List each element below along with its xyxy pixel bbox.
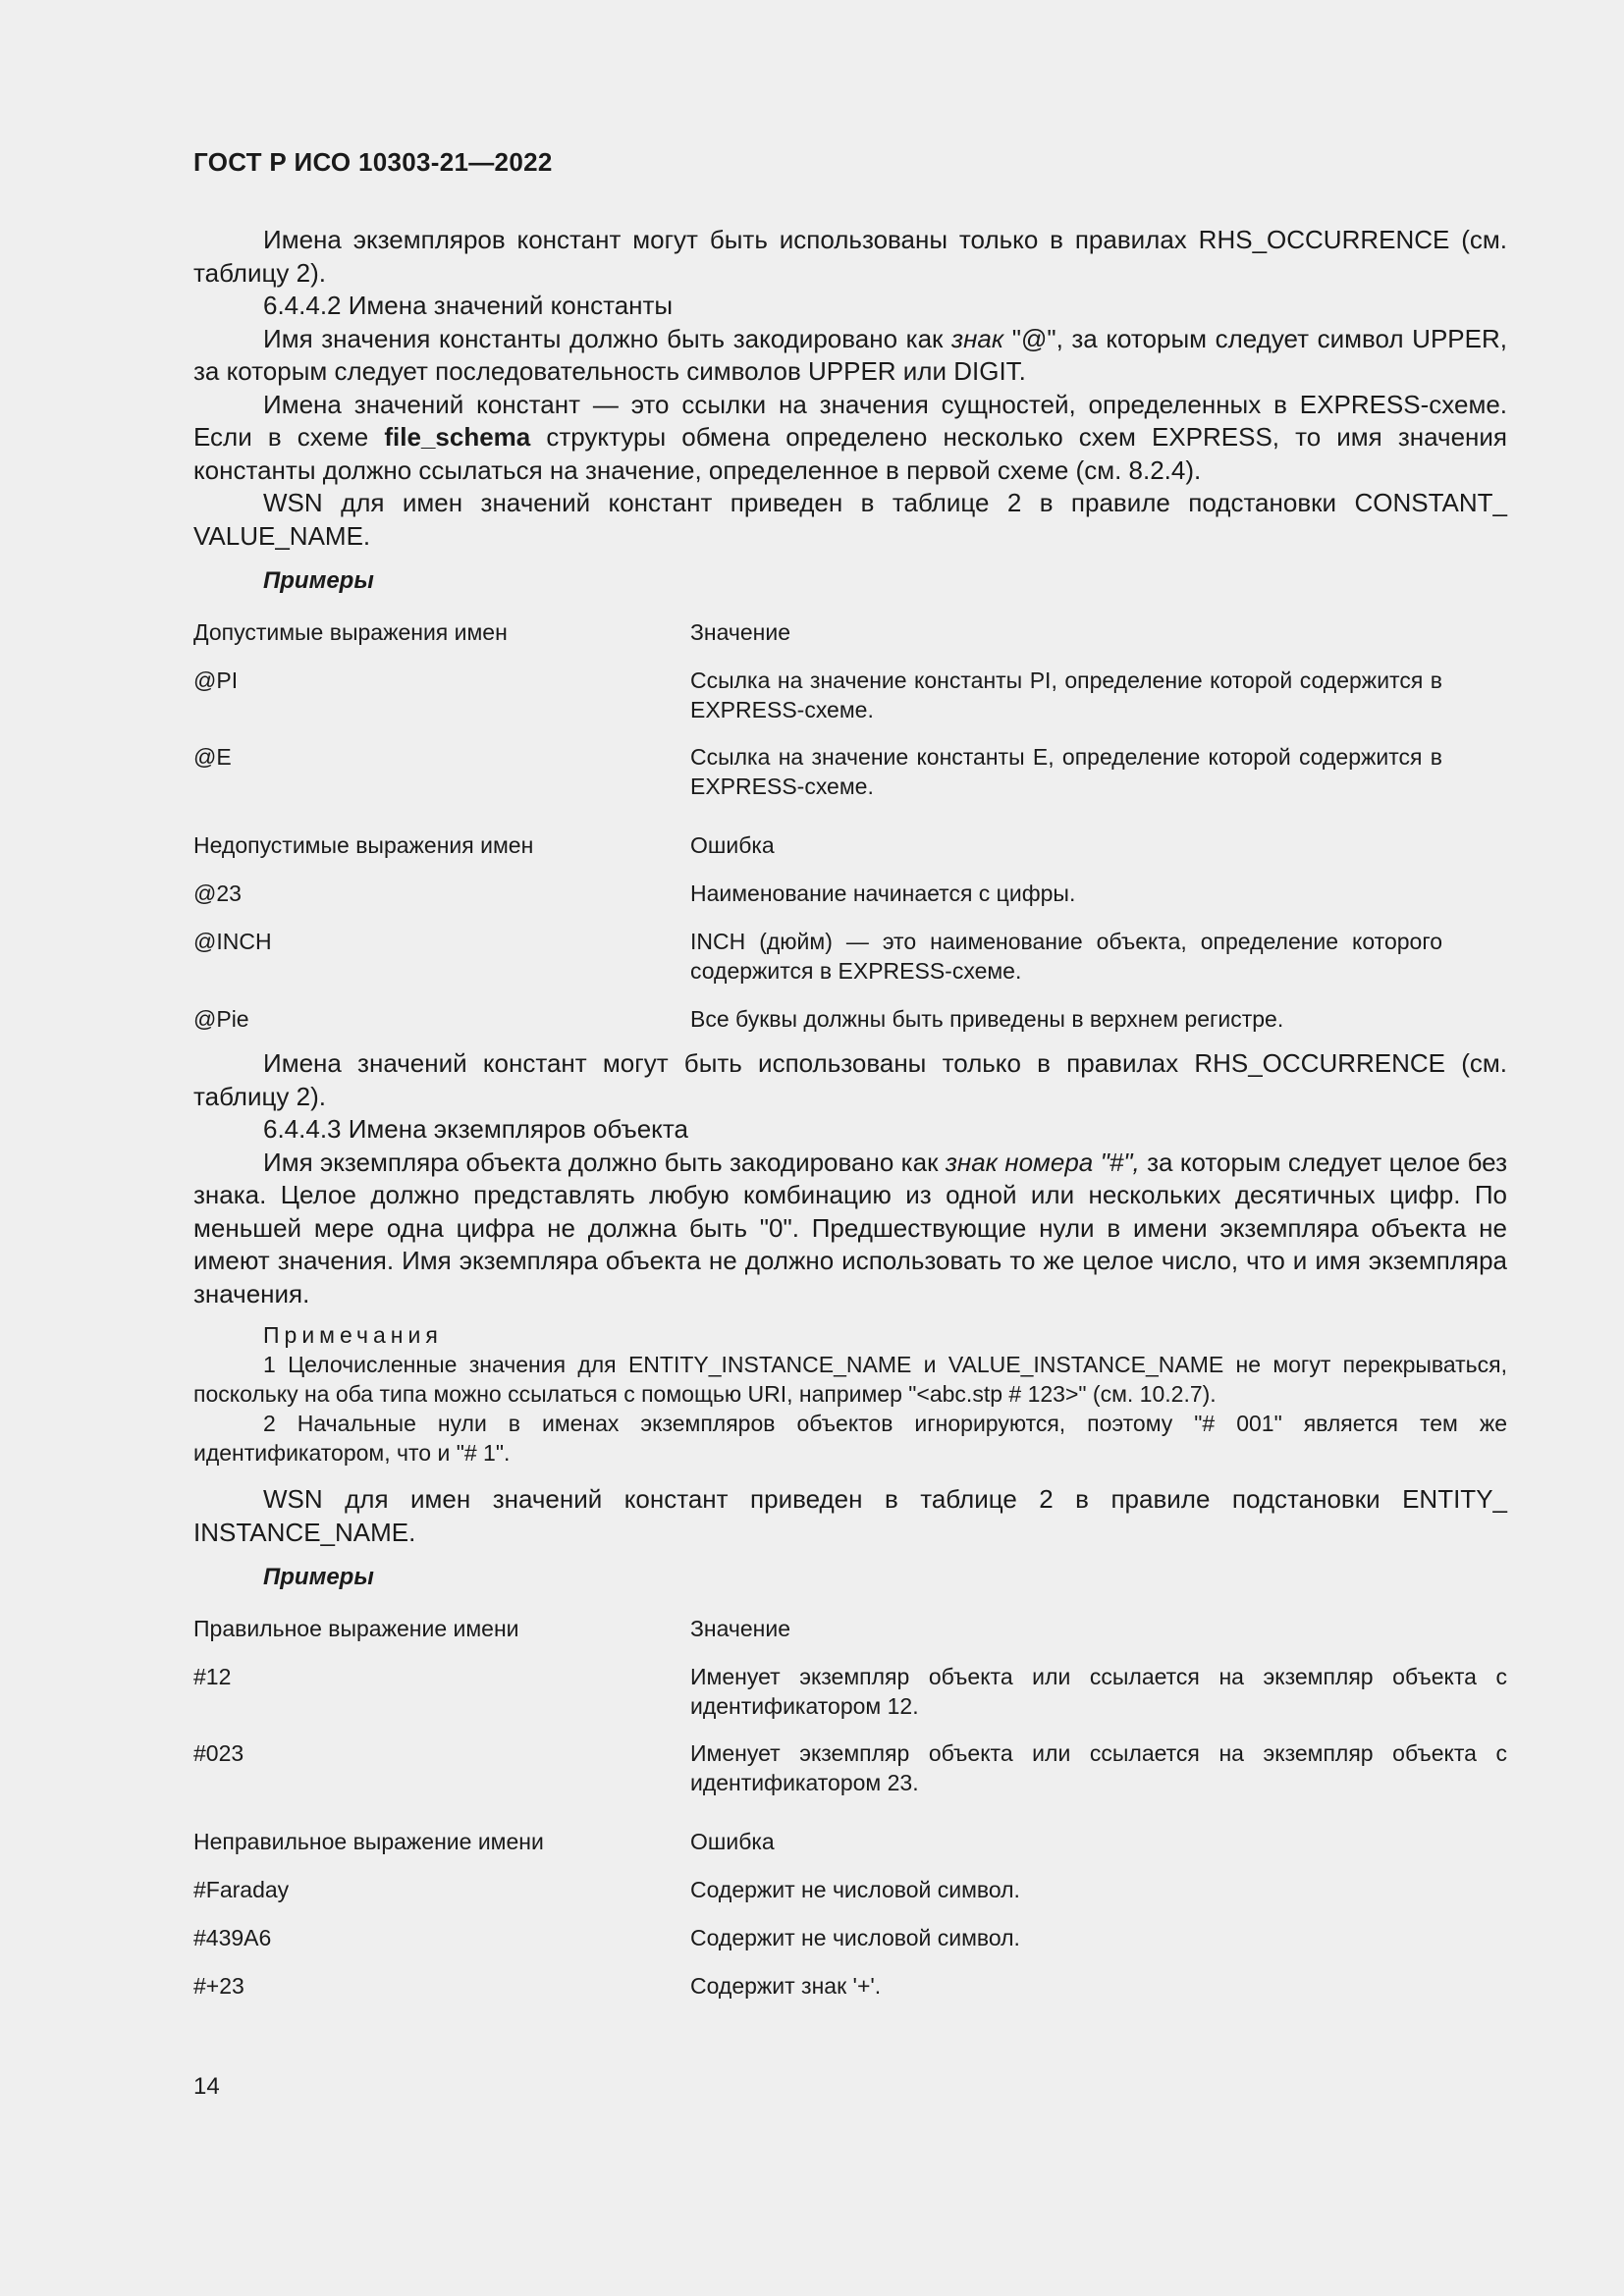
table-header-cell: Допустимые выражения имен — [193, 619, 508, 645]
table-cell: INCH (дюйм) — это наименование объекта, определение которого содержится в EXPRESS-схеме. — [690, 929, 1442, 984]
table-cell: Содержит не числовой символ. — [690, 1877, 1020, 1902]
table-row — [193, 1904, 1507, 1952]
table-cell: @E — [193, 744, 232, 770]
examples-table-1 — [193, 617, 1507, 1034]
section-6443-heading: 6.4.4.3 Имена экземпляров объекта — [263, 1114, 688, 1144]
examples-title-2: Примеры — [263, 1564, 374, 1590]
table-cell: Наименование начинается с цифры. — [690, 881, 1076, 906]
paragraph-3-part-a: Имена значений констант — это ссылки на значения сущностей, определенных в EXPRESS-схеме. Если в схеме — [193, 389, 1507, 452]
table-cell: #439A6 — [193, 1925, 272, 1950]
table-cell: #023 — [193, 1740, 244, 1766]
table-row — [193, 1952, 1507, 2001]
table-cell: Ссылка на значение константы PI, определение которой содержится в EXPRESS-схеме. — [690, 667, 1442, 722]
paragraph-7: WSN для имен значений констант приведен в таблице 2 в правиле подстановки ENTITY_ INSTANCE_NAME. — [193, 1484, 1507, 1547]
table-header-cell: Ошибка — [690, 832, 775, 858]
examples-table-2 — [193, 1614, 1507, 2001]
table-row — [193, 647, 1507, 724]
table-row — [193, 1856, 1507, 1904]
table-row — [193, 1721, 1507, 1797]
table-row — [193, 860, 1507, 908]
paragraph-6-part-a: Имя экземпляра объекта должно быть закодировано как — [263, 1147, 946, 1177]
table-header-cell: Значение — [690, 1616, 790, 1641]
table-row — [193, 1614, 1507, 1643]
table-header-cell: Правильное выражение имени — [193, 1616, 519, 1641]
note-2: 2 Начальные нули в именах экземпляров объектов игнорируются, поэтому "# 001" является тем же идентификатором, что и "# 1". — [193, 1411, 1507, 1466]
table-cell: #+23 — [193, 1973, 244, 1999]
table-cell: @Pie — [193, 1006, 249, 1032]
paragraph-2-part-b: "@", за которым следует символ UPPER, за которым следует последовательность символов UPPER или DIGIT. — [193, 323, 1507, 386]
table-cell: Именует экземпляр объекта или ссылается на экземпляр объекта с идентификатором 12. — [690, 1664, 1507, 1719]
paragraph-6-part-b: за которым следует целое без знака. Целое должно представлять любую комбинацию из одной или нескольких десятичных цифр. По меньшей мере одна цифра не должна быть "0". Предшествующие нули в имени экземпляра объекта не имеют значения. Имя экземпляра объекта не должно использовать то же целое число, что и имя экземпляра значения. — [193, 1147, 1507, 1308]
document-body — [193, 224, 1507, 2001]
paragraph-3-bold: file_schema — [384, 422, 531, 452]
table-cell: @PI — [193, 667, 239, 693]
table-row — [193, 1643, 1507, 1721]
paragraph-1: Имена экземпляров констант могут быть использованы только в правилах RHS_OCCURRENCE (см. таблицу 2). — [193, 225, 1507, 288]
table-row — [193, 1797, 1507, 1856]
paragraph-6 — [193, 1147, 1507, 1311]
note-1: 1 Целочисленные значения для ENTITY_INSTANCE_NAME и VALUE_INSTANCE_NAME не могут перекрываться, поскольку на оба типа можно ссылаться с помощью URI, например "<abc.stp # 123>" (см. 10.2.7). — [193, 1352, 1507, 1407]
paragraph-4: WSN для имен значений констант приведен в таблице 2 в правиле подстановки CONSTANT_ VALUE_NAME. — [193, 488, 1507, 551]
paragraph-2-part-a: Имя значения константы должно быть закодировано как — [263, 323, 951, 353]
notes-title: Примечания — [263, 1322, 443, 1348]
table-cell: @23 — [193, 881, 242, 906]
paragraph-6-emphasis: знак номера "#", — [945, 1147, 1140, 1177]
table-header-cell: Недопустимые выражения имен — [193, 832, 534, 858]
paragraph-2-emphasis: знак — [951, 323, 1004, 353]
table-row — [193, 801, 1507, 860]
table-cell: #Faraday — [193, 1877, 290, 1902]
examples-title-1: Примеры — [263, 567, 374, 594]
paragraph-2 — [193, 323, 1507, 389]
table-cell: Содержит не числовой символ. — [690, 1925, 1020, 1950]
table-row — [193, 986, 1507, 1034]
table-cell: Все буквы должны быть приведены в верхнем регистре. — [690, 1006, 1284, 1032]
page-number: 14 — [193, 2073, 220, 2100]
document-header: ГОСТ Р ИСО 10303-21—2022 — [193, 147, 553, 177]
table-row — [193, 908, 1507, 986]
table-cell: #12 — [193, 1664, 232, 1689]
table-row — [193, 617, 1507, 647]
table-header-cell: Значение — [690, 619, 790, 645]
table-cell: @INCH — [193, 929, 272, 954]
paragraph-3-part-b: структуры обмена определено несколько схем EXPRESS, то имя значения константы должно ссылаться на значение, определенное в первой схеме (см. 8.2.4). — [193, 422, 1507, 485]
paragraph-3 — [193, 389, 1507, 488]
paragraph-5: Имена значений констант могут быть использованы только в правилах RHS_OCCURRENCE (см. таблицу 2). — [193, 1048, 1507, 1111]
section-6442-heading: 6.4.4.2 Имена значений константы — [263, 291, 674, 320]
table-cell: Именует экземпляр объекта или ссылается на экземпляр объекта с идентификатором 23. — [690, 1740, 1507, 1795]
table-header-cell: Неправильное выражение имени — [193, 1829, 544, 1854]
table-row — [193, 724, 1507, 801]
table-cell: Ссылка на значение константы E, определение которой содержится в EXPRESS-схеме. — [690, 744, 1442, 799]
table-cell: Содержит знак '+'. — [690, 1973, 882, 1999]
table-header-cell: Ошибка — [690, 1829, 775, 1854]
